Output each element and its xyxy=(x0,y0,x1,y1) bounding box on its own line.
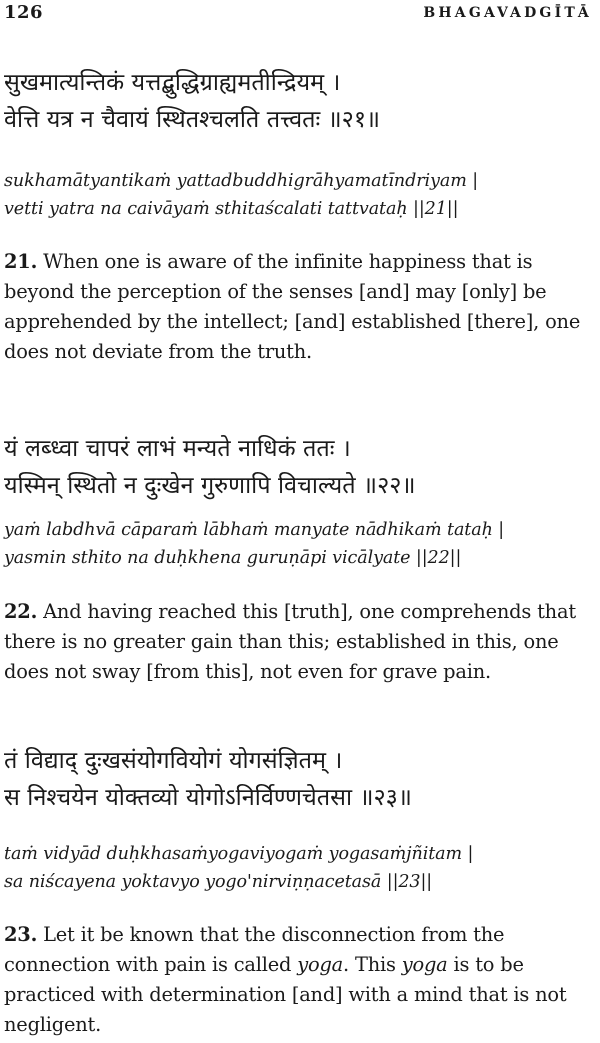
transliteration-line: yaṁ labdhvā cāparaṁ lābhaṁ manyate nādhikaṁ tataḥ | xyxy=(4,520,505,540)
translation-line: negligent. xyxy=(4,1013,102,1036)
verse-21-translation xyxy=(4,247,594,367)
devanagari-line: सुखमात्यन्तिकं यत्तद्बुद्धिग्राह्यमतीन्द्रियम् । xyxy=(4,68,341,96)
verse-23-transliteration xyxy=(4,840,594,896)
verse-21-transliteration xyxy=(4,167,594,223)
translation-line: beyond the perception of the senses [and] may [only] be xyxy=(4,280,547,303)
transliteration-line: vetti yatra na caivāyaṁ sthitaścalati tattvataḥ ||21|| xyxy=(4,199,459,219)
devanagari-line: यस्मिन् स्थितो न दुःखेन गुरुणापि विचाल्यते ॥२२॥ xyxy=(4,471,416,499)
translation-line: does not deviate from the truth. xyxy=(4,340,313,363)
verse-23-devanagari xyxy=(4,742,594,816)
running-title: BHAGAVADGĪTĀ xyxy=(423,5,592,21)
page-header xyxy=(4,2,592,26)
translation-line: practiced with determination [and] with a mind that is not xyxy=(4,983,567,1006)
translation-line: there is no greater gain than this; established in this, one xyxy=(4,630,559,653)
devanagari-line: वेत्ति यत्र न चैवायं स्थितश्चलति तत्त्वतः ॥२१॥ xyxy=(4,105,381,133)
translation-line: does not sway [from this], not even for grave pain. xyxy=(4,660,492,683)
verse-number: 23. xyxy=(4,923,38,946)
transliteration-line: yasmin sthito na duḥkhena guruṇāpi vicālyate ||22|| xyxy=(4,548,462,568)
transliteration-line: sukhamātyantikaṁ yattadbuddhigrāhyamatīndriyam | xyxy=(4,171,479,191)
translation-line: 21. When one is aware of the infinite happiness that is xyxy=(4,250,533,273)
verse-21-devanagari xyxy=(4,64,594,138)
term-yoga: yoga xyxy=(401,953,448,976)
translation-line: 22. And having reached this [truth], one comprehends that xyxy=(4,600,576,623)
transliteration-line: sa niścayena yoktavyo yogo'nirviṇṇacetasā ||23|| xyxy=(4,872,433,892)
verse-22-translation xyxy=(4,597,594,687)
devanagari-line: तं विद्याद् दुःखसंयोगवियोगं योगसंज्ञितम् । xyxy=(4,746,343,774)
translation-line: connection with pain is called yoga. This yoga is to be xyxy=(4,953,524,976)
verse-23-translation xyxy=(4,920,594,1040)
devanagari-line: स निश्चयेन योक्तव्यो योगोऽनिर्विण्णचेतसा ॥२३॥ xyxy=(4,783,412,811)
devanagari-line: यं लब्ध्वा चापरं लाभं मन्यते नाधिकं ततः । xyxy=(4,434,351,462)
term-yoga: yoga xyxy=(297,953,344,976)
verse-number: 22. xyxy=(4,600,38,623)
translation-line: apprehended by the intellect; [and] established [there], one xyxy=(4,310,581,333)
page-number: 126 xyxy=(4,2,44,23)
translation-line: 23. Let it be known that the disconnection from the xyxy=(4,923,505,946)
verse-22-devanagari xyxy=(4,430,594,504)
transliteration-line: taṁ vidyād duḥkhasaṁyogaviyogaṁ yogasaṁjñitam | xyxy=(4,844,474,864)
verse-22-transliteration xyxy=(4,516,594,572)
verse-number: 21. xyxy=(4,250,38,273)
